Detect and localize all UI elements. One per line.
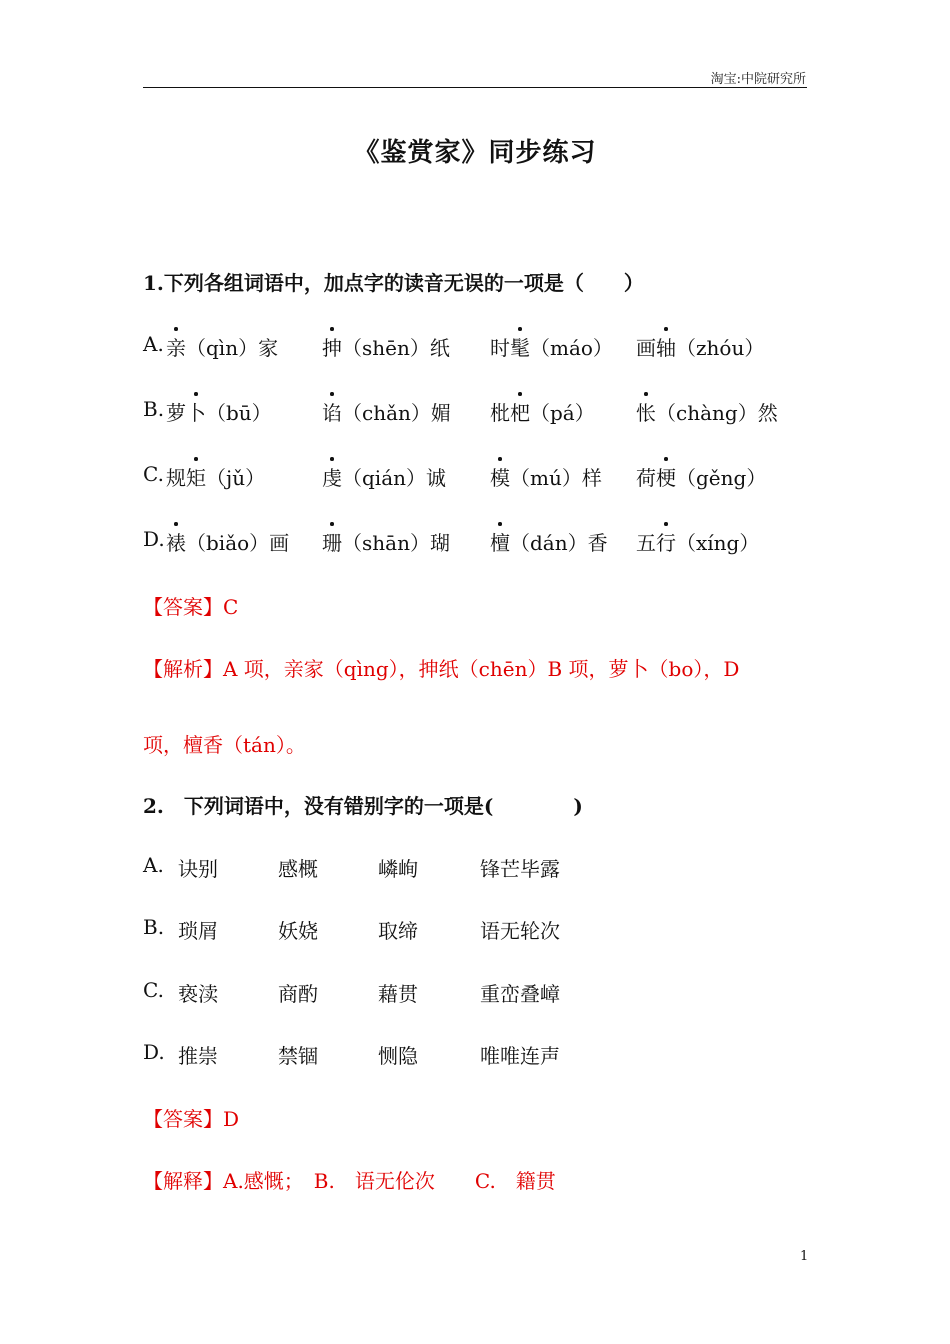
dotted-char: 行	[656, 527, 676, 556]
q1-answer: 【答案】C	[143, 595, 239, 619]
dotted-char: 矩	[186, 462, 206, 491]
q2-option-label: D.	[143, 1040, 165, 1064]
q1-option-item	[322, 462, 446, 491]
option-text: 五	[636, 531, 656, 555]
option-text: （xíng）	[676, 531, 760, 555]
q1-option-item	[636, 527, 759, 556]
q2-option-word: 取缔	[378, 919, 418, 943]
q1-option-label: C.	[143, 462, 164, 486]
option-text: （dán）香	[510, 531, 608, 555]
q1-option-item	[166, 397, 272, 426]
option-text: 规	[166, 466, 186, 490]
q1-option-item	[490, 397, 595, 426]
q2-option-word: 感概	[278, 857, 318, 881]
q1-stem: 1.下列各组词语中，加点字的读音无误的一项是（ ）	[143, 271, 644, 295]
q2-option-word: 语无轮次	[480, 919, 560, 943]
q2-option-word: 诀别	[178, 857, 218, 881]
q1-option-item	[166, 332, 278, 361]
option-text: 时	[490, 336, 510, 360]
q2-answer: 【答案】D	[143, 1107, 240, 1131]
q2-option-word: 推崇	[178, 1044, 218, 1068]
option-text: （shān）瑚	[342, 531, 450, 555]
option-text: （pá）	[530, 401, 595, 425]
option-text: 荷	[636, 466, 656, 490]
option-text: （biǎo）画	[186, 531, 290, 555]
q2-option-label: B.	[143, 915, 165, 939]
option-text: （bū）	[206, 401, 272, 425]
dotted-char: 珊	[322, 527, 342, 556]
option-text: （gěng）	[676, 466, 767, 490]
q1-option-item	[166, 462, 265, 491]
option-text: 画	[636, 336, 656, 360]
option-text: （chǎn）媚	[342, 401, 451, 425]
dotted-char: 檀	[490, 527, 510, 556]
q1-option-item	[636, 462, 766, 491]
dotted-char: 抻	[322, 332, 342, 361]
page-number: 1	[800, 1249, 809, 1264]
option-text: （qián）诚	[342, 466, 447, 490]
q2-option-word: 琐屑	[178, 919, 218, 943]
q1-option-item	[166, 527, 289, 556]
header-rule	[143, 87, 807, 88]
q1-option-item	[322, 527, 450, 556]
dotted-char: 卜	[186, 397, 206, 426]
q1-option-label: B.	[143, 397, 165, 421]
q1-option-item	[636, 397, 778, 426]
option-text: （jǔ）	[206, 466, 266, 490]
page-title: 《鉴赏家》同步练习	[353, 138, 597, 168]
q1-option-label: D.	[143, 527, 165, 551]
q2-stem: 2. 下列词语中，没有错别字的一项是( )	[143, 794, 583, 818]
q1-option-item	[636, 332, 764, 361]
dotted-char: 梗	[656, 462, 676, 491]
q2-option-word: 妖娆	[278, 919, 318, 943]
q1-analysis-line1: 【解析】A 项，亲家（qìng），抻纸（chēn）B 项，萝卜（bo），D	[143, 657, 740, 681]
dotted-char: 模	[490, 462, 510, 491]
q1-option-item	[490, 527, 608, 556]
q1-analysis-line2: 项，檀香（tán）。	[143, 733, 306, 757]
q2-option-word: 重峦叠嶂	[480, 982, 560, 1006]
option-text: （mú）样	[510, 466, 602, 490]
option-text: （chàng）然	[656, 401, 778, 425]
q2-option-label: A.	[143, 853, 164, 877]
q2-option-word: 藉贯	[378, 982, 418, 1006]
q2-explanation: 【解释】A.感慨； B. 语无伦次 C. 籍贯	[143, 1169, 556, 1193]
dotted-char: 怅	[636, 397, 656, 426]
option-text: 枇	[490, 401, 510, 425]
q1-option-label: A.	[143, 332, 164, 356]
q2-option-word: 锋芒毕露	[480, 857, 560, 881]
q1-option-item	[490, 462, 602, 491]
q2-option-word: 唯唯连声	[480, 1044, 560, 1068]
dotted-char: 髦	[510, 332, 530, 361]
q1-option-item	[490, 332, 613, 361]
dotted-char: 谄	[322, 397, 342, 426]
q2-option-label: C.	[143, 978, 164, 1002]
dotted-char: 虔	[322, 462, 342, 491]
option-text: （shēn）纸	[342, 336, 450, 360]
dotted-char: 裱	[166, 527, 186, 556]
q2-option-word: 嶙峋	[378, 857, 418, 881]
dotted-char: 杷	[510, 397, 530, 426]
option-text: （qìn）家	[186, 336, 279, 360]
q1-option-item	[322, 397, 451, 426]
q2-option-word: 商酌	[278, 982, 318, 1006]
q2-option-word: 亵渎	[178, 982, 218, 1006]
q1-option-item	[322, 332, 450, 361]
q2-option-word: 恻隐	[378, 1044, 418, 1068]
dotted-char: 亲	[166, 332, 186, 361]
header-text: 淘宝:中院研究所	[710, 72, 806, 87]
option-text: 萝	[166, 401, 186, 425]
option-text: （zhóu）	[676, 336, 765, 360]
option-text: （máo）	[530, 336, 613, 360]
q2-option-word: 禁锢	[278, 1044, 318, 1068]
dotted-char: 轴	[656, 332, 676, 361]
